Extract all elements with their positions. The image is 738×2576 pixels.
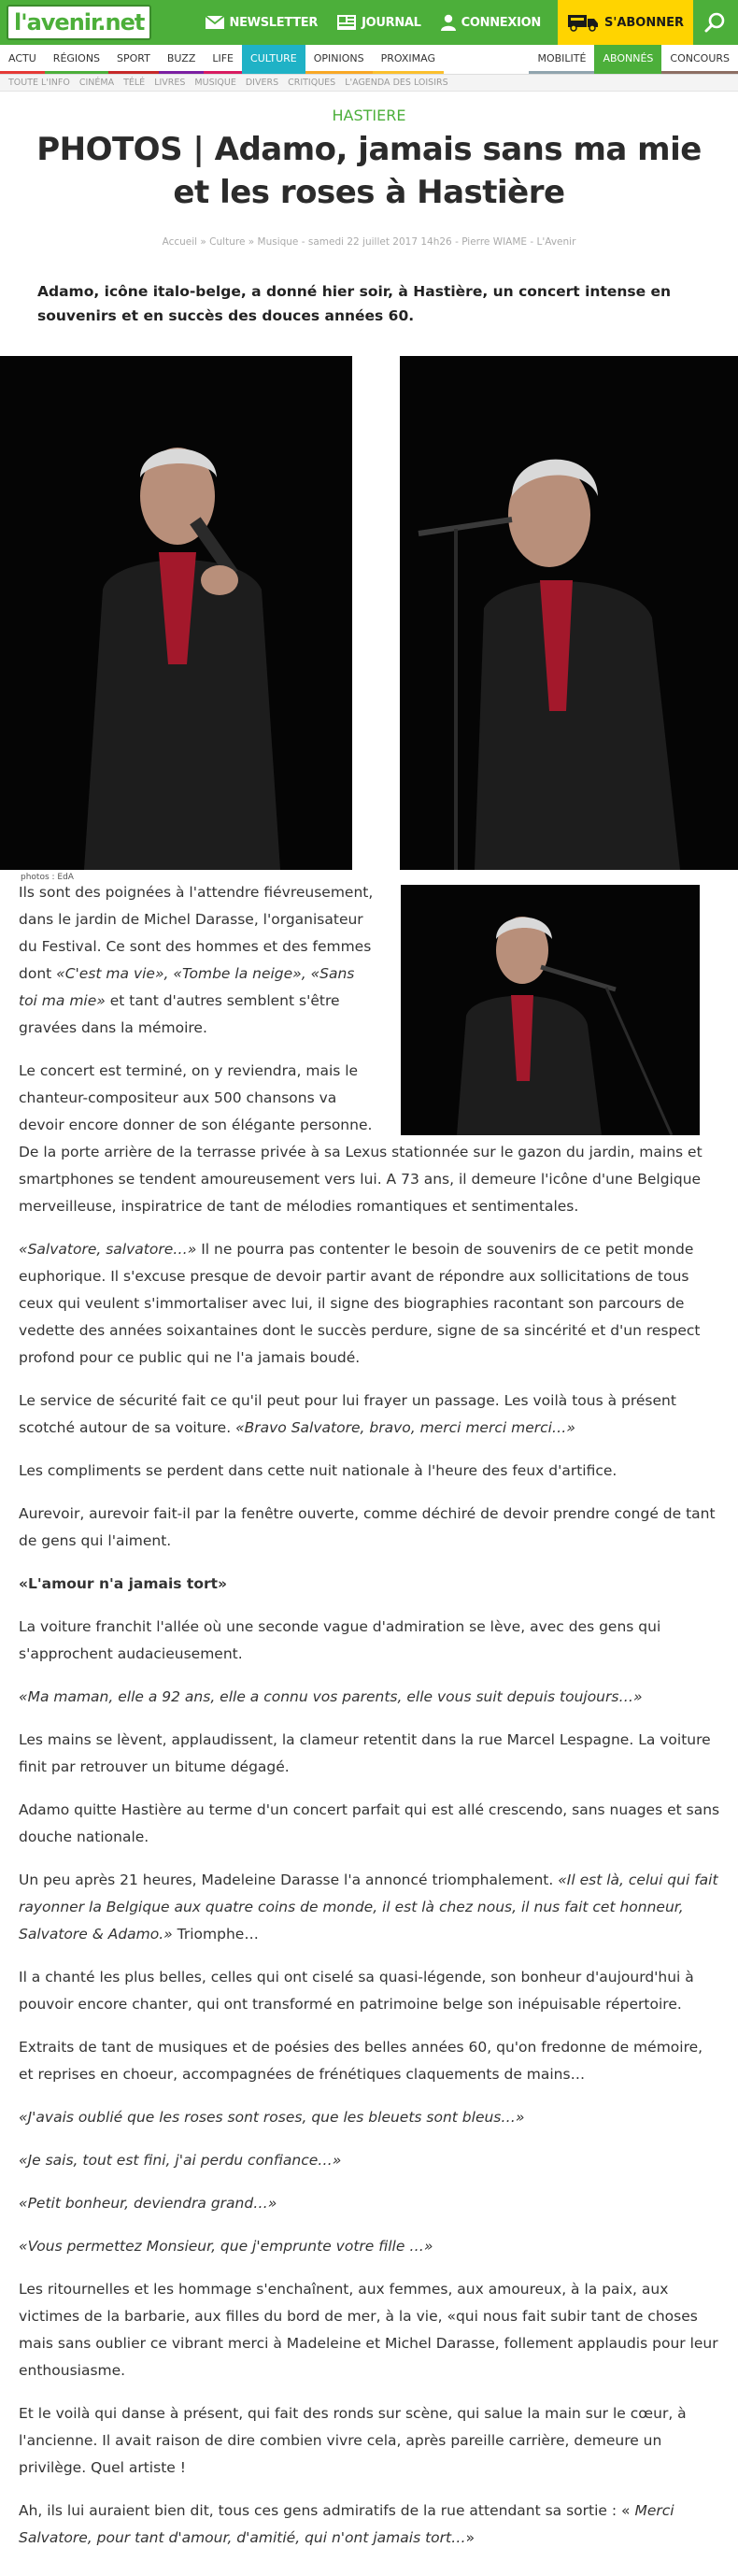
nav-item-actu[interactable]: ACTU bbox=[0, 45, 45, 74]
concert-photo-1[interactable] bbox=[0, 356, 352, 870]
quote-2 bbox=[19, 2147, 721, 2174]
singer-photo-illustration bbox=[0, 356, 352, 870]
article-category[interactable]: HASTIERE bbox=[332, 107, 406, 124]
subnav-item-cinema[interactable]: CINÉMA bbox=[78, 78, 115, 88]
subnav-item-divers[interactable]: DIVERS bbox=[245, 78, 279, 88]
nav-spacer bbox=[444, 45, 530, 74]
photo-gallery bbox=[0, 356, 738, 882]
photo-caption: photos : EdA bbox=[21, 873, 74, 882]
paragraph-4 bbox=[19, 1236, 721, 1372]
quote-1-text: «J'avais oublié que les roses sont roses, que les bleuets sont bleus…» bbox=[19, 2109, 525, 2126]
paragraph-5-text: Le service de sécurité fait ce qu'il peut pour lui frayer un passage. Les voilà tous à présent scotché autour de sa voiture. bbox=[19, 1392, 676, 1436]
paragraph-2: Le concert est terminé, on y reviendra, mais le chanteur-compositeur aux 500 chansons va devoir encore donner de son élégante personne. bbox=[19, 1062, 373, 1133]
subscribe-button[interactable] bbox=[558, 0, 693, 45]
paragraph-16: Et le voilà qui danse à présent, qui fait des ronds sur scène, qui salue la main sur le cœur, à l'ancienne. Il avait raison de dire combien vivre cela, après pareille carrière, demeure un privilège. Quel artiste ! bbox=[19, 2405, 687, 2476]
top-links bbox=[195, 0, 738, 45]
search-icon bbox=[704, 11, 727, 34]
paragraph-9 bbox=[19, 1684, 721, 1711]
subnav-item-toute-linfo[interactable]: TOUTE L'INFO bbox=[8, 78, 70, 88]
paragraph-10: Les mains se lèvent, applaudissent, la clameur retentit dans la rue Marcel Lespagne. La voiture finit par retrouver un bitume dégagé. bbox=[19, 1731, 711, 1775]
nav-item-buzz[interactable]: BUZZ bbox=[159, 45, 204, 74]
paragraph-17-text-b: » bbox=[465, 2529, 475, 2546]
subnav-item-critiques[interactable]: CRITIQUES bbox=[288, 78, 336, 88]
quote-3 bbox=[19, 2190, 721, 2217]
paragraph-13: Il a chanté les plus belles, celles qui ont ciselé sa quasi-légende, son bonheur d'aujourd'hui à pouvoir encore chanter, qui ont transformé en patrimoine belge son inépuisable répertoire. bbox=[19, 1969, 694, 2013]
sub-nav bbox=[0, 75, 738, 92]
logo-text: l'avenir.net bbox=[14, 8, 145, 36]
paragraph-15: Les ritournelles et les hommage s'enchaînent, aux femmes, aux amoureux, à la paix, aux victimes de la barbarie, aux filles du bord de mer, à la vie, «qui nous fait subir tant de choses mais sans oublier ce vibrant merci à Madeleine et Michel Darasse, follement applaudis pour leur enthousiasme. bbox=[19, 2281, 718, 2379]
truck-icon bbox=[567, 13, 599, 32]
paragraph-12-quote: «Il est là, celui qui fait rayonner la Belgique aux quatre coins de monde, il est là chez nous, il nus fait cet honneur, Salvatore & Adamo.» bbox=[19, 1872, 718, 1943]
subscribe-label: S'ABONNER bbox=[603, 15, 684, 30]
paragraph-1-text-b: et tant d'autres semblent s'être gravées dans la mémoire. bbox=[19, 992, 340, 1036]
paragraph-12-text-b: Triomphe… bbox=[172, 1926, 259, 1943]
subnav-item-tele[interactable]: TÉLÉ bbox=[123, 78, 146, 88]
quote-1 bbox=[19, 2104, 721, 2131]
article-subheading: «L'amour n'a jamais tort» bbox=[19, 1575, 228, 1592]
journal-link[interactable] bbox=[327, 0, 431, 45]
article-title: PHOTOS | Adamo, jamais sans ma mie et les roses à Hastière bbox=[36, 131, 702, 211]
singer-profile-illustration bbox=[400, 356, 738, 870]
paragraph-4-quote: «Salvatore, salvatore…» bbox=[19, 1241, 197, 1258]
article-header bbox=[0, 92, 738, 328]
paragraph-17-quote: Merci Salvatore, pour tant d'amour, d'amitié, qui n'ont jamais tort… bbox=[19, 2502, 674, 2546]
envelope-icon bbox=[205, 15, 225, 30]
nav-item-regions[interactable]: RÉGIONS bbox=[45, 45, 108, 74]
paragraph-12 bbox=[19, 1867, 721, 1948]
nav-item-proximag[interactable]: PROXIMAG bbox=[373, 45, 444, 74]
newsletter-link[interactable] bbox=[195, 0, 328, 45]
paragraph-5-quote: «Bravo Salvatore, bravo, merci merci merci…» bbox=[235, 1419, 576, 1436]
subnav-item-musique[interactable]: MUSIQUE bbox=[194, 78, 236, 88]
quote-4 bbox=[19, 2233, 721, 2260]
journal-label: JOURNAL bbox=[362, 15, 421, 30]
paragraph-1 bbox=[19, 879, 374, 1042]
site-logo[interactable] bbox=[0, 0, 151, 45]
login-link[interactable] bbox=[431, 0, 550, 45]
user-icon bbox=[440, 14, 457, 31]
article-meta: Accueil » Culture » Musique - samedi 22 juillet 2017 14h26 - Pierre WIAME - L'Avenir bbox=[162, 236, 576, 248]
paragraph-8: La voiture franchit l'allée où une seconde vague d'admiration se lève, avec des gens qui s'approchent audacieusement. bbox=[19, 1618, 661, 1662]
paragraph-1-quote: «C'est ma vie», «Tombe la neige», «Sans toi ma mie» bbox=[19, 965, 355, 1009]
nav-item-concours[interactable]: CONCOURS bbox=[661, 45, 738, 74]
nav-item-abonnes[interactable]: ABONNÉS bbox=[594, 45, 661, 74]
logo-box bbox=[7, 5, 151, 40]
nav-item-mobilite[interactable]: MOBILITÉ bbox=[529, 45, 594, 74]
top-bar bbox=[0, 0, 738, 45]
paragraph-17-text-a: Ah, ils lui auraient bien dit, tous ces gens admiratifs de la rue attendant sa sortie : « bbox=[19, 2502, 635, 2519]
paragraph-7: Aurevoir, aurevoir fait-il par la fenêtre ouverte, comme déchiré de devoir prendre congé de tant de gens qui l'aiment. bbox=[19, 1505, 716, 1549]
article-lead: Adamo, icône italo-belge, a donné hier soir, à Hastière, un concert intense en souvenirs et en succès des douces années 60. bbox=[37, 283, 672, 324]
paragraph-1-text-a: Ils sont des poignées à l'attendre fiévreusement, dans le jardin de Michel Darasse, l'organisateur du Festival. Ce sont des hommes et des femmes dont bbox=[19, 884, 374, 982]
paragraph-4-text: Il ne pourra pas contenter le besoin de souvenirs de ce petit monde euphorique. Il s'excuse presque de devoir partir avant de répondre aux sollicitations de tous ceux qui veulent s'immortaliser avec lui, il signe des biographies racontant son parcours de vedette des années soixantaines dont le succès perdure, signe de sa sincérité et d'un respect profond pour ce public qui ne l'a jamais boudé. bbox=[19, 1241, 701, 1366]
concert-photo-3[interactable] bbox=[401, 885, 700, 1135]
concert-photo-2[interactable] bbox=[400, 356, 738, 870]
newsletter-label: NEWSLETTER bbox=[229, 15, 319, 30]
subnav-item-agenda[interactable]: L'AGENDA DES LOISIRS bbox=[345, 78, 448, 88]
paragraph-12-text-a: Un peu après 21 heures, Madeleine Darasse l'a annoncé triomphalement. bbox=[19, 1872, 559, 1888]
quote-3-text: «Petit bonheur, deviendra grand…» bbox=[19, 2195, 277, 2212]
quote-2-text: «Je sais, tout est fini, j'ai perdu confiance…» bbox=[19, 2152, 342, 2169]
login-label: CONNEXION bbox=[461, 15, 541, 30]
paragraph-3: De la porte arrière de la terrasse privée à sa Lexus stationnée sur le gazon du jardin, mains et smartphones se tendent amoureusement vers lui. A 73 ans, il demeure l'icône d'une Belgique merveilleuse, inspiratrice de tant de mélodies romantiques et sentimentales. bbox=[19, 1144, 703, 1215]
paragraph-9-quote: «Ma maman, elle a 92 ans, elle a connu vos parents, elle vous suit depuis toujours…» bbox=[19, 1688, 643, 1705]
main-nav bbox=[0, 45, 738, 75]
newspaper-icon bbox=[336, 14, 357, 31]
search-button[interactable] bbox=[693, 0, 738, 45]
paragraph-6: Les compliments se perdent dans cette nuit nationale à l'heure des feux d'artifice. bbox=[19, 1462, 617, 1479]
nav-item-life[interactable]: LIFE bbox=[204, 45, 242, 74]
nav-item-opinions[interactable]: OPINIONS bbox=[305, 45, 373, 74]
nav-item-sport[interactable]: SPORT bbox=[108, 45, 159, 74]
singer-mic-illustration bbox=[401, 885, 700, 1135]
paragraph-14: Extraits de tant de musiques et de poésies des belles années 60, qu'on fredonne de mémoire, et reprises en choeur, accompagnées de frénétiques claquements de mains… bbox=[19, 2039, 703, 2083]
paragraph-17 bbox=[19, 2498, 721, 2552]
subnav-item-livres[interactable]: LIVRES bbox=[154, 78, 186, 88]
nav-item-culture[interactable]: CULTURE bbox=[242, 45, 305, 74]
quote-4-text: «Vous permettez Monsieur, que j'emprunte votre fille …» bbox=[19, 2238, 433, 2255]
paragraph-5 bbox=[19, 1388, 721, 1442]
article-body bbox=[0, 879, 738, 2552]
paragraph-11: Adamo quitte Hastière au terme d'un concert parfait qui est allé crescendo, sans nuages et sans douche nationale. bbox=[19, 1801, 720, 1845]
